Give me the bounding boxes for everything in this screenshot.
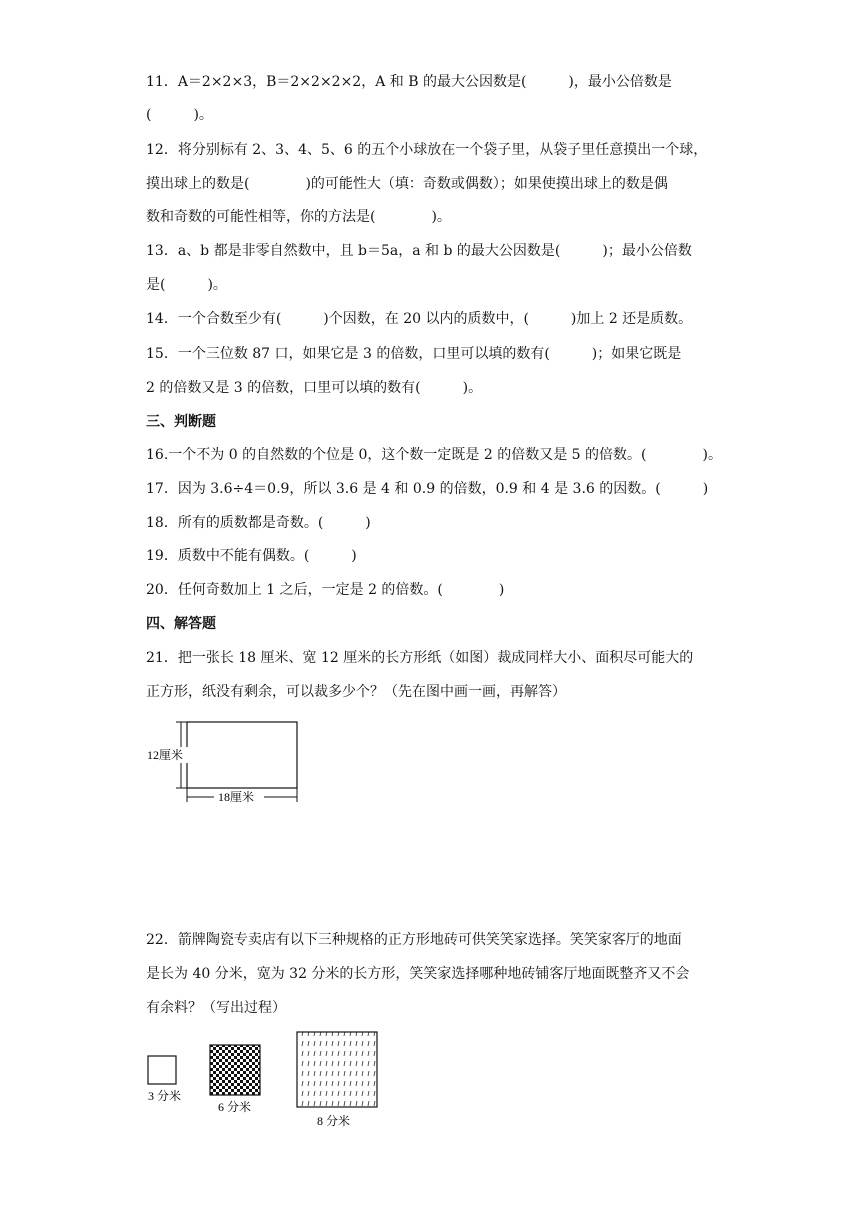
question-15-line-2: 2 的倍数又是 3 的倍数，口里可以填的数有( )。: [146, 380, 483, 396]
question-21-line-1: 21．把一张长 18 厘米、宽 12 厘米的长方形纸（如图）裁成同样大小、面积尽可能大的: [146, 650, 694, 666]
tile-6dm-label: 6 分米: [218, 1100, 252, 1114]
question-14-line: 14．一个合数至少有( )个因数，在 20 以内的质数中，( )加上 2 还是质数。: [146, 311, 693, 327]
question-12-line-1: 12．将分别标有 2、3、4、5、6 的五个小球放在一个袋子里，从袋子里任意摸出一个球，: [146, 142, 708, 158]
section-heading-judgment: 三、判断题: [146, 414, 216, 430]
tile-3dm-label: 3 分米: [148, 1089, 182, 1103]
question-17-line: 17．因为 3.6÷4＝0.9，所以 3.6 是 4 和 0.9 的倍数，0.9 和 4 是 3.6 的因数。( ): [146, 481, 709, 497]
question-11-line-2: ( )。: [146, 107, 213, 123]
section-heading-answer: 四、解答题: [146, 616, 216, 632]
paper-rectangle: [187, 722, 297, 788]
tile-8dm-label: 8 分米: [317, 1114, 351, 1128]
question-22-line-1: 22．箭牌陶瓷专卖店有以下三种规格的正方形地砖可供笑笑家选择。笑笑家客厅的地面: [146, 932, 682, 948]
question-22-line-2: 是长为 40 分米，宽为 32 分米的长方形，笑笑家选择哪种地砖铺客厅地面既整齐又不会: [146, 966, 690, 982]
height-label: 12厘米: [147, 748, 184, 762]
question-12-line-2: 摸出球上的数是( )的可能性大（填：奇数或偶数）；如果使摸出球上的数是偶: [146, 176, 668, 192]
question-11-line-1: 11．A＝2×2×3，B＝2×2×2×2，A 和 B 的最大公因数是( )，最小公倍数是: [146, 74, 672, 90]
question-22-line-3: 有余料？（写出过程）: [146, 1000, 286, 1016]
question-15-line-1: 15．一个三位数 87 口，如果它是 3 的倍数，口里可以填的数有( )；如果它既是: [146, 346, 682, 362]
question-16-line: 16.一个不为 0 的自然数的个位是 0，这个数一定既是 2 的倍数又是 5 的倍数。( )。: [146, 447, 722, 463]
question-19-line: 19．质数中不能有偶数。( ): [146, 548, 357, 564]
tile-8dm-dotted: [297, 1032, 377, 1107]
question-20-line: 20．任何奇数加上 1 之后，一定是 2 的倍数。( ): [146, 582, 505, 598]
question-13-line-2: 是( )。: [146, 277, 227, 293]
tile-6dm-checkered: [210, 1045, 260, 1095]
figure-21-rectangle-diagram: [146, 722, 297, 804]
width-label: 18厘米: [218, 790, 255, 804]
figure-22-tiles: [148, 1032, 377, 1128]
question-18-line: 18．所有的质数都是奇数。( ): [146, 515, 371, 531]
question-21-line-2: 正方形，纸没有剩余，可以裁多少个？（先在图中画一画，再解答）: [146, 684, 566, 700]
question-13-line-1: 13．a、b 都是非零自然数中，且 b＝5a，a 和 b 的最大公因数是( )；最小公倍数: [146, 243, 692, 259]
question-12-line-3: 数和奇数的可能性相等，你的方法是( )。: [146, 209, 451, 225]
tile-3dm: [148, 1056, 176, 1084]
